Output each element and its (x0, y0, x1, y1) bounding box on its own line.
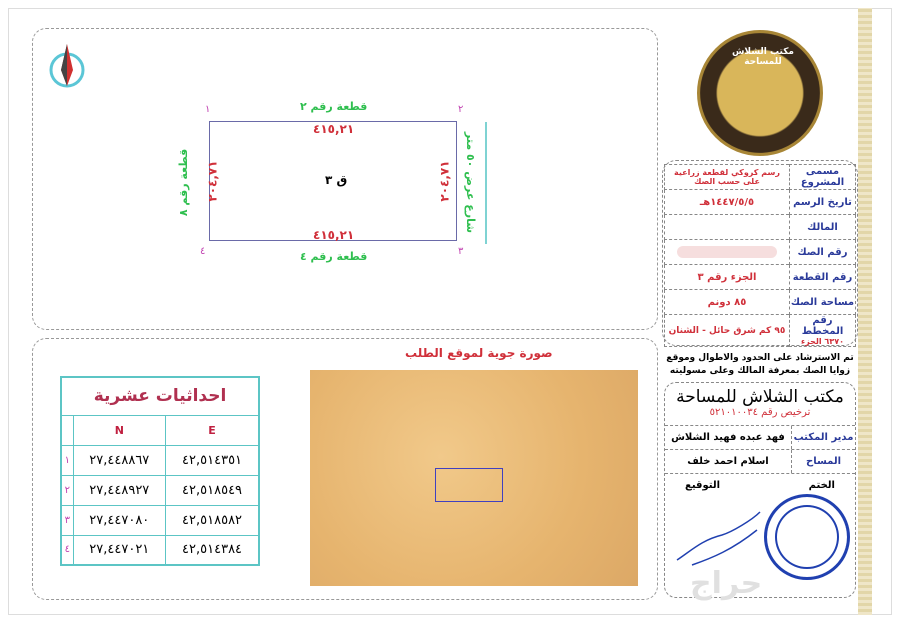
north-arrow-icon (44, 42, 90, 88)
corner-3: ٣ (458, 246, 464, 257)
disclaimer-note: تم الاسترشاد على الحدود والاطوال وموقع زوايا الصك بمعرفة المالك وعلى مسوليته (666, 353, 854, 376)
east-neighbor: شارع عرض ٥٠ متر (464, 131, 478, 234)
plot-label: ق ٣ (325, 173, 348, 187)
watermark: حراج (690, 566, 763, 601)
header-n: N (73, 415, 166, 445)
table-row: ١ ٢٧,٤٤٨٨٦٧ ٤٢,٥١٤٣٥١ (61, 445, 259, 475)
stamp-label: الختم (808, 480, 835, 491)
right-length: ٢٠٤,٧١ (437, 160, 452, 202)
surveyor-name: اسلام احمد خلف (687, 456, 769, 467)
signature-label: التوقيع (685, 480, 720, 491)
top-length: ٤١٥,٢١ (313, 122, 355, 136)
table-row: ٤ ٢٧,٤٤٧٠٢١ ٤٢,٥١٤٣٨٤ (61, 535, 259, 565)
info-row: رقم المخطط ٦٣٧٠ الجزء ٩٥ كم شرق حائل - الشنان (665, 315, 856, 347)
aerial-title: صورة جوية لموقع الطلب (405, 346, 553, 360)
coordinates-table (60, 376, 260, 566)
corner-1: ١ (205, 104, 211, 115)
redacted-deed (677, 246, 777, 258)
info-row: المالك (665, 215, 856, 240)
info-row: رقم القطعة الجزء رقم ٣ (665, 265, 856, 290)
table-row: ٢ ٢٧,٤٤٨٩٢٧ ٤٢,٥١٨٥٤٩ (61, 475, 259, 505)
info-row: رقم الصك (665, 240, 856, 265)
street-line (485, 122, 487, 244)
bottom-length: ٤١٥,٢١ (313, 228, 355, 242)
table-row: ٣ ٢٧,٤٤٧٠٨٠ ٤٢,٥١٨٥٨٢ (61, 505, 259, 535)
header-e: E (166, 415, 259, 445)
info-table (664, 164, 856, 347)
manager-label: مدير المكتب (791, 426, 855, 449)
signature-mark (672, 510, 762, 570)
aerial-photo (310, 370, 638, 586)
office-name: مكتب الشلاش للمساحة (676, 387, 844, 407)
left-length: ٢٠٤,٧١ (205, 160, 220, 202)
corner-4: ٤ (200, 246, 206, 257)
license-number: ترخيص رقم ٥٢١٠١٠٠٣٤ (709, 407, 811, 418)
manager-name: فهد عبده فهيد الشلاش (671, 432, 785, 443)
decorative-strip (858, 8, 872, 615)
surveyor-label: المساح (791, 450, 855, 473)
info-row: مسمى المشروع رسم كروكي لقطعة زراعية على حسب الصك (665, 165, 856, 190)
info-row: تاريخ الرسم ١٤٤٧/٥/٥هـ (665, 190, 856, 215)
west-neighbor: قطعة رقم ٨ (177, 148, 191, 217)
office-stamp (764, 494, 850, 580)
office-logo: مكتب الشلاش للمساحة (697, 30, 823, 156)
corner-2: ٢ (458, 104, 464, 115)
coordinates-title: احداثيات عشرية (61, 377, 259, 415)
site-marker (435, 468, 503, 502)
info-row: مساحة الصك ٨٥ دونم (665, 290, 856, 315)
south-neighbor: قطعة رقم ٤ (300, 250, 368, 263)
north-neighbor: قطعة رقم ٢ (300, 100, 368, 113)
